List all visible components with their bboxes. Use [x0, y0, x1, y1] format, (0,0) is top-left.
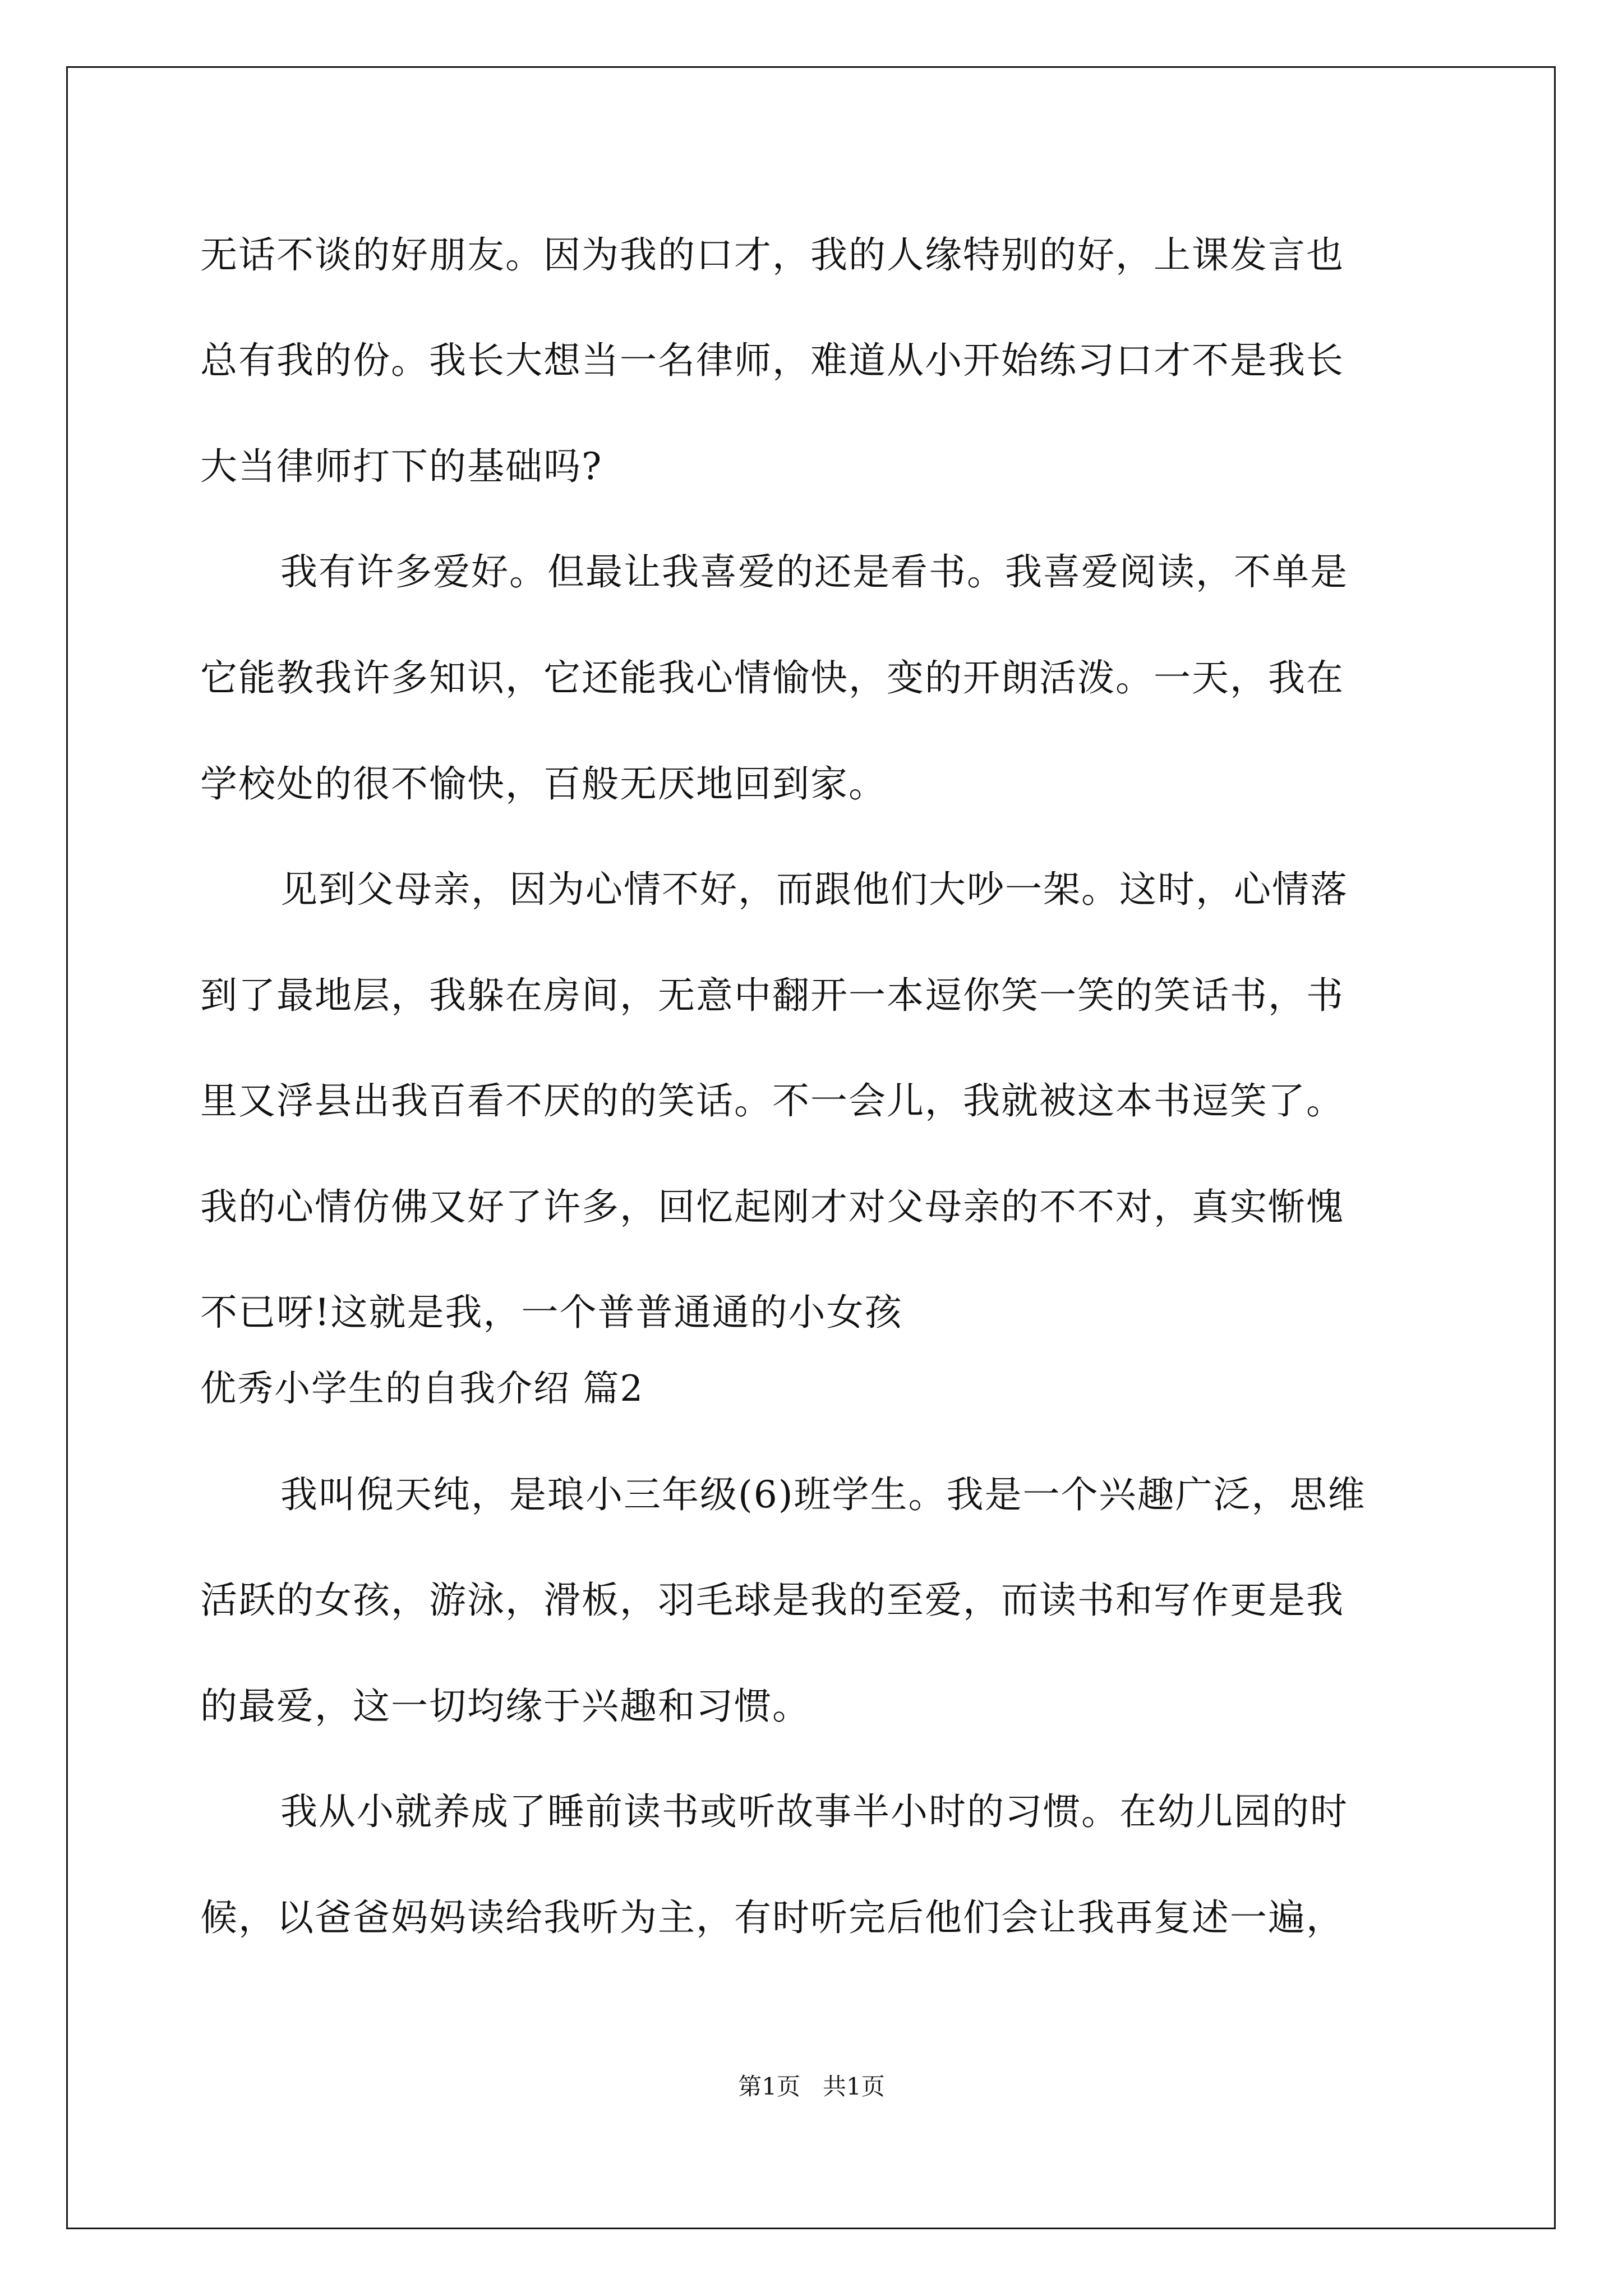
text-line-9: 里又浮县出我百看不厌的的笑话。不一会儿，我就被这本书逗笑了。	[200, 1079, 1344, 1122]
text-line-7: 见到父母亲，因为心情不好，而跟他们大吵一架。这时，心情落	[280, 868, 1348, 911]
text-line-14: 活跃的女孩，游泳，滑板，羽毛球是我的至爱，而读书和写作更是我	[200, 1579, 1344, 1622]
section-heading: 优秀小学生的自我介绍 篇2	[200, 1368, 644, 1410]
text-line-10: 我的心情仿佛又好了许多，回忆起刚才对父母亲的不不对，真实惭愧	[200, 1185, 1344, 1228]
text-line-1: 无话不谈的好朋友。因为我的口才，我的人缘特别的好，上课发言也	[200, 233, 1344, 277]
page-footer	[0, 2070, 1623, 2104]
text-line-6: 学校处的很不愉快，百般无厌地回到家。	[200, 762, 887, 806]
text-line-13: 我叫倪天纯，是琅小三年级(6)班学生。我是一个兴趣广泛，思维	[280, 1473, 1366, 1516]
text-line-2: 总有我的份。我长大想当一名律师，难道从小开始练习口才不是我长	[200, 339, 1344, 382]
text-line-8: 到了最地层，我躲在房间，无意中翻开一本逗你笑一笑的笑话书，书	[200, 974, 1344, 1017]
text-line-15: 的最爱，这一切均缘于兴趣和习惯。	[200, 1685, 810, 1728]
text-line-17: 候，以爸爸妈妈读给我听为主，有时听完后他们会让我再复述一遍，	[200, 1896, 1344, 1939]
text-line-3: 大当律师打下的基础吗?	[200, 445, 603, 488]
page-number: 第1页	[738, 2073, 800, 2100]
text-line-11: 不已呀!这就是我，一个普普通通的小女孩	[200, 1291, 903, 1334]
page-total: 共1页	[823, 2073, 885, 2100]
text-line-5: 它能教我许多知识，它还能我心情愉快，变的开朗活泼。一天，我在	[200, 656, 1344, 700]
text-line-4: 我有许多爱好。但最让我喜爱的还是看书。我喜爱阅读，不单是	[280, 550, 1348, 593]
text-line-16: 我从小就养成了睡前读书或听故事半小时的习惯。在幼儿园的时	[280, 1790, 1348, 1833]
